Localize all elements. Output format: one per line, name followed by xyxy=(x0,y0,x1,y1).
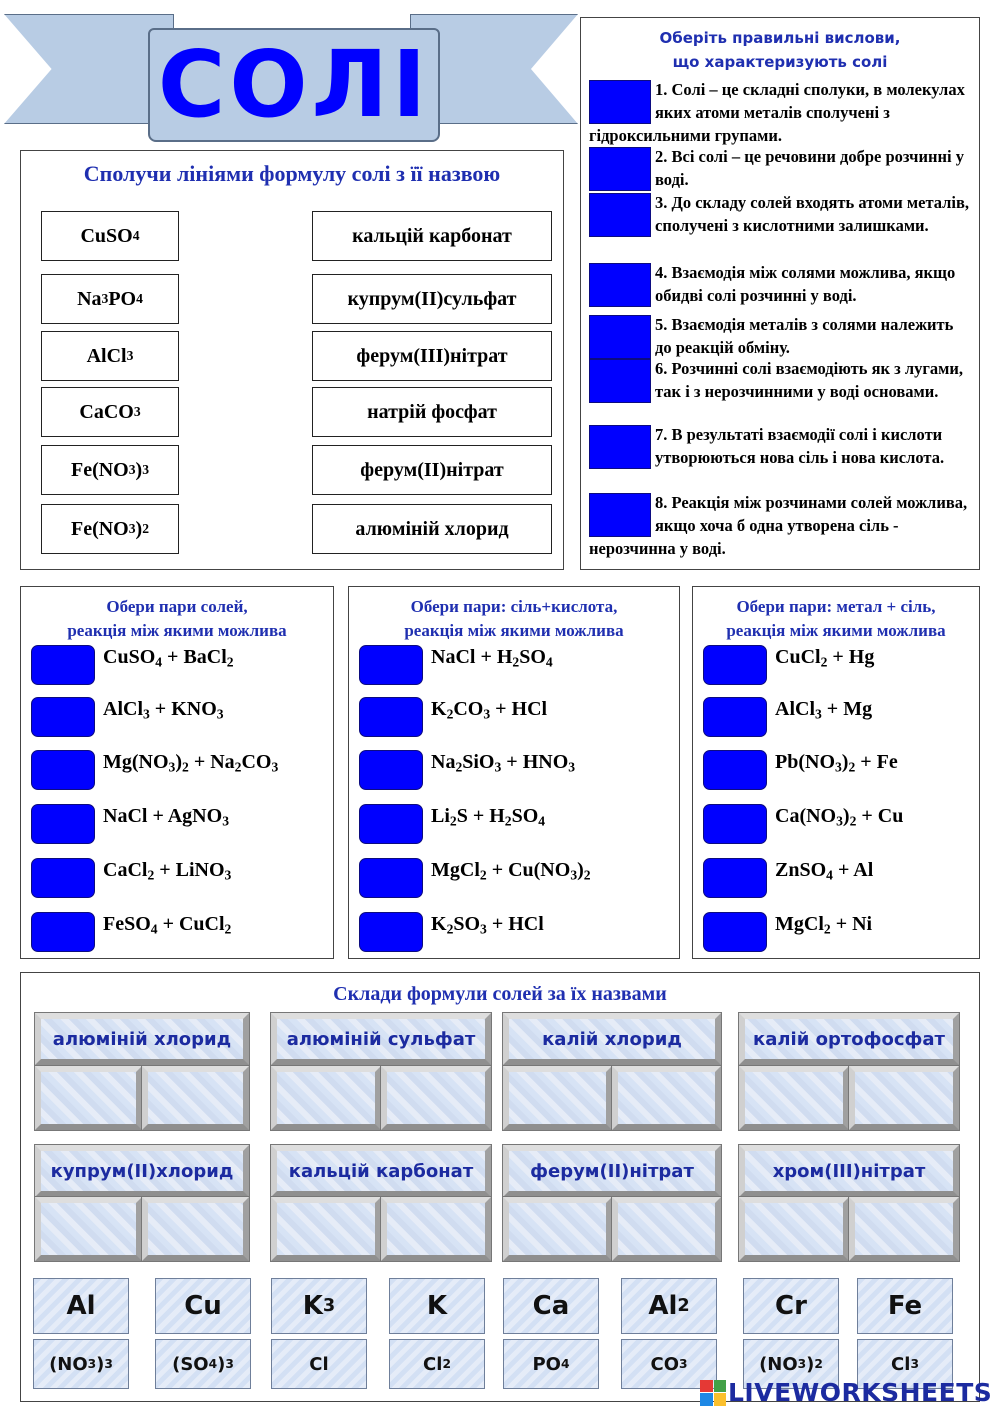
name-box[interactable]: ферум(ІІІ)нітрат xyxy=(312,331,552,381)
pair-formula: CuCl$_2$ + Hg xyxy=(775,646,875,670)
pair-checkbox[interactable] xyxy=(703,858,767,898)
ion-chip[interactable]: PO 4 xyxy=(503,1339,599,1389)
page-title: СОЛІ xyxy=(157,31,431,138)
formula-drop-slot[interactable] xyxy=(142,1197,249,1261)
ion-chip[interactable]: Cr xyxy=(743,1278,839,1334)
pair-checkbox[interactable] xyxy=(31,645,95,685)
pair-formula: FeSO$_4$ + CuCl$_2$ xyxy=(103,913,232,937)
pair-formula: AlCl$_3$ + $KNO_3$ xyxy=(103,698,224,722)
ion-chip[interactable]: CO 3 xyxy=(621,1339,717,1389)
salt-name-tile: хром(ІІІ)нітрат xyxy=(739,1145,959,1197)
statements-title-line-1: Оберіть правильні вислови, xyxy=(659,29,901,47)
pair-option xyxy=(31,804,329,848)
pair-option xyxy=(359,858,675,902)
salt-name-tile: алюміній хлорид xyxy=(35,1013,249,1065)
pairs-title xyxy=(349,595,679,643)
pairs-title xyxy=(693,595,979,643)
pair-formula: MgCl$_2$ + $Cu(NO_3)_2$ xyxy=(431,859,591,883)
pairs-title-line-2: реакція між якими можлива xyxy=(404,621,624,640)
statement-item xyxy=(589,357,973,403)
title-banner xyxy=(148,28,440,142)
pair-option xyxy=(359,645,675,689)
salt-name-tile: калій ортофосфат xyxy=(739,1013,959,1065)
ion-chip[interactable]: Ca xyxy=(503,1278,599,1334)
salt-name-tile: калій хлорид xyxy=(503,1013,721,1065)
ion-chip[interactable]: Cl 3 xyxy=(857,1339,953,1389)
statement-checkbox[interactable] xyxy=(589,193,651,237)
statement-checkbox[interactable] xyxy=(589,80,651,124)
pair-formula: $Na_2SiO_3 + HNO_3$ xyxy=(431,751,576,775)
matching-title: Сполучи лініями формулу солі з її назвою xyxy=(83,161,501,186)
formulas-panel xyxy=(20,972,980,1402)
salt-name-tile: кальцій карбонат xyxy=(271,1145,491,1197)
formula-drop-slot[interactable] xyxy=(271,1197,381,1261)
ion-chip[interactable]: (NO 3 ) 3 xyxy=(33,1339,129,1389)
statement-checkbox[interactable] xyxy=(589,359,651,403)
pair-checkbox[interactable] xyxy=(359,645,423,685)
pair-formula: $Mg(NO_3)_2 + Na_2CO_3$ xyxy=(103,751,279,775)
pair-option xyxy=(703,858,975,902)
pair-formula: MgCl$_2$ + Ni xyxy=(775,913,873,937)
pair-formula: $K_2CO_3$ + HCl xyxy=(431,698,548,722)
statements-panel xyxy=(580,17,980,570)
pair-checkbox[interactable] xyxy=(703,645,767,685)
statement-checkbox[interactable] xyxy=(589,263,651,307)
salt-name-tile: ферум(ІІ)нітрат xyxy=(503,1145,721,1197)
pairs-title-line-1: Обери пари: сіль+кислота, xyxy=(410,597,618,616)
formula-drop-slot[interactable] xyxy=(739,1197,849,1261)
statement-text: 6. Розчинні солі взаємодіють як з лугами, так і з нерозчинними у воді основами. xyxy=(655,359,964,401)
statement-text: 4. Взаємодія між солями можлива, якщо обидві солі розчинні у воді. xyxy=(655,263,956,305)
formula-box[interactable]: CuSO 4 xyxy=(41,211,179,261)
pair-formula: AlCl$_3$ + Mg xyxy=(775,698,873,722)
pair-checkbox[interactable] xyxy=(703,804,767,844)
pair-formula: CaCl$_2$ + LiNO$_3$ xyxy=(103,859,232,883)
salt-name-tile: алюміній сульфат xyxy=(271,1013,491,1065)
formula-drop-slot[interactable] xyxy=(35,1197,142,1261)
pair-checkbox[interactable] xyxy=(359,858,423,898)
formula-drop-slot[interactable] xyxy=(271,1066,381,1130)
pair-option xyxy=(359,750,675,794)
pair-checkbox[interactable] xyxy=(31,750,95,790)
ion-chip[interactable]: K 3 xyxy=(271,1278,367,1334)
statement-checkbox[interactable] xyxy=(589,147,651,191)
statement-checkbox[interactable] xyxy=(589,493,651,537)
statement-checkbox[interactable] xyxy=(589,315,651,359)
pair-checkbox[interactable] xyxy=(359,750,423,790)
statement-item xyxy=(589,191,973,237)
statements-title-line-2: що характеризують солі xyxy=(672,53,888,71)
formula-drop-slot[interactable] xyxy=(503,1066,612,1130)
statement-text: 1. Солі – це складні сполуки, в молекулах яких атоми металів сполучені з гідроксильними групами. xyxy=(589,80,965,145)
name-box[interactable]: ферум(ІІ)нітрат xyxy=(312,445,552,495)
statement-text: 2. Всі солі – це речовини добре розчинні у воді. xyxy=(655,147,964,189)
pair-option xyxy=(31,645,329,689)
statement-item xyxy=(589,313,973,359)
statement-item xyxy=(589,491,973,560)
formulas-title: Склади формули солей за їх назвами xyxy=(333,983,667,1005)
formula-drop-slot[interactable] xyxy=(35,1066,142,1130)
ion-chip[interactable]: Cl xyxy=(271,1339,367,1389)
liveworksheets-logo xyxy=(700,1378,992,1407)
statement-text: 5. Взаємодія металів з солями належить до реакцій обміну. xyxy=(655,315,954,357)
formula-drop-slot[interactable] xyxy=(849,1066,959,1130)
statements-title xyxy=(581,26,979,74)
pair-formula: ZnSO$_4$ + Al xyxy=(775,859,874,883)
pair-formula: NaCl + AgNO$_3$ xyxy=(103,805,229,829)
pair-formula: NaCl + $H_2SO_4$ xyxy=(431,646,553,670)
formula-box[interactable]: Fe(NO 3 ) 2 xyxy=(41,504,179,554)
pair-option xyxy=(703,804,975,848)
ion-chip[interactable]: Cl 2 xyxy=(389,1339,485,1389)
ion-chip[interactable]: Al xyxy=(33,1278,129,1334)
ion-chip[interactable]: Fe xyxy=(857,1278,953,1334)
formula-box[interactable]: Fe(NO 3 ) 3 xyxy=(41,445,179,495)
pair-option xyxy=(359,912,675,956)
statement-item xyxy=(589,145,973,191)
pair-checkbox[interactable] xyxy=(359,697,423,737)
logo-badge-icon xyxy=(700,1380,726,1406)
pair-formula: CuSO$_4$ + BaCl$_2$ xyxy=(103,646,234,670)
formula-drop-slot[interactable] xyxy=(849,1197,959,1261)
ion-chip[interactable]: (NO 3 ) 2 xyxy=(743,1339,839,1389)
pair-checkbox[interactable] xyxy=(359,912,423,952)
pair-option xyxy=(31,750,329,794)
pair-checkbox[interactable] xyxy=(31,858,95,898)
pair-formula: $Ca(NO_3)_2 + Cu$ xyxy=(775,805,904,829)
pairs-title-line-2: реакція між якими можлива xyxy=(726,621,946,640)
pair-option xyxy=(703,697,975,741)
pair-option xyxy=(703,750,975,794)
statement-checkbox[interactable] xyxy=(589,425,651,469)
name-box[interactable]: купрум(ІІ)сульфат xyxy=(312,274,552,324)
ion-chip[interactable]: K xyxy=(389,1278,485,1334)
pair-checkbox[interactable] xyxy=(31,697,95,737)
pair-option xyxy=(31,912,329,956)
pair-option xyxy=(359,804,675,848)
pair-checkbox[interactable] xyxy=(31,912,95,952)
formula-drop-slot[interactable] xyxy=(739,1066,849,1130)
formula-drop-slot[interactable] xyxy=(381,1197,491,1261)
pairs-title xyxy=(21,595,333,643)
pair-checkbox[interactable] xyxy=(359,804,423,844)
name-box[interactable]: алюміній хлорид xyxy=(312,504,552,554)
name-box[interactable]: кальцій карбонат xyxy=(312,211,552,261)
pairs-title-line-1: Обери пари: метал + сіль, xyxy=(736,597,936,616)
pair-option xyxy=(31,858,329,902)
name-box[interactable]: натрій фосфат xyxy=(312,387,552,437)
statement-item xyxy=(589,78,973,147)
formula-drop-slot[interactable] xyxy=(612,1066,721,1130)
pair-option xyxy=(703,912,975,956)
pair-option xyxy=(703,645,975,689)
statement-item xyxy=(589,423,973,469)
matching-panel xyxy=(20,150,564,570)
ion-chip[interactable]: (SO 4 ) 3 xyxy=(155,1339,251,1389)
formula-drop-slot[interactable] xyxy=(142,1066,249,1130)
pair-formula: $K_2SO_3$ + HCl xyxy=(431,913,544,937)
pairs-panel-metal-salt xyxy=(692,586,980,959)
formula-box[interactable]: CaCO 3 xyxy=(41,387,179,437)
ion-chip[interactable]: Cu xyxy=(155,1278,251,1334)
pair-formula: $Pb(NO_3)_2 + Fe$ xyxy=(775,751,898,775)
statement-item xyxy=(589,261,973,307)
formula-drop-slot[interactable] xyxy=(381,1066,491,1130)
pair-checkbox[interactable] xyxy=(703,750,767,790)
formula-drop-slot[interactable] xyxy=(612,1197,721,1261)
pairs-panel-salts xyxy=(20,586,334,959)
pairs-panel-salt-acid xyxy=(348,586,680,959)
pair-option xyxy=(31,697,329,741)
pair-checkbox[interactable] xyxy=(31,804,95,844)
pair-option xyxy=(359,697,675,741)
pair-checkbox[interactable] xyxy=(703,912,767,952)
formula-box[interactable]: Na 3 PO 4 xyxy=(41,274,179,324)
formula-box[interactable]: AlCl 3 xyxy=(41,331,179,381)
pairs-title-line-1: Обери пари солей, xyxy=(106,597,248,616)
pairs-title-line-2: реакція між якими можлива xyxy=(67,621,287,640)
statement-text: 3. До складу солей входять атоми металів, сполучені з кислотними залишками. xyxy=(655,193,970,235)
salt-name-tile: купрум(ІІ)хлорид xyxy=(35,1145,249,1197)
pair-checkbox[interactable] xyxy=(703,697,767,737)
ion-chip[interactable]: Al 2 xyxy=(621,1278,717,1334)
pair-formula: $Li_2S + H_2SO_4$ xyxy=(431,805,546,829)
logo-text: LIVEWORKSHEETS xyxy=(728,1378,993,1407)
formula-drop-slot[interactable] xyxy=(503,1197,612,1261)
statement-text: 8. Реакція між розчинами солей можлива, якщо хоча б одна утворена сіль - нерозчинна у воді. xyxy=(589,493,968,558)
statement-text: 7. В результаті взаємодії солі і кислоти утворюються нова сіль і нова кислота. xyxy=(655,425,945,467)
